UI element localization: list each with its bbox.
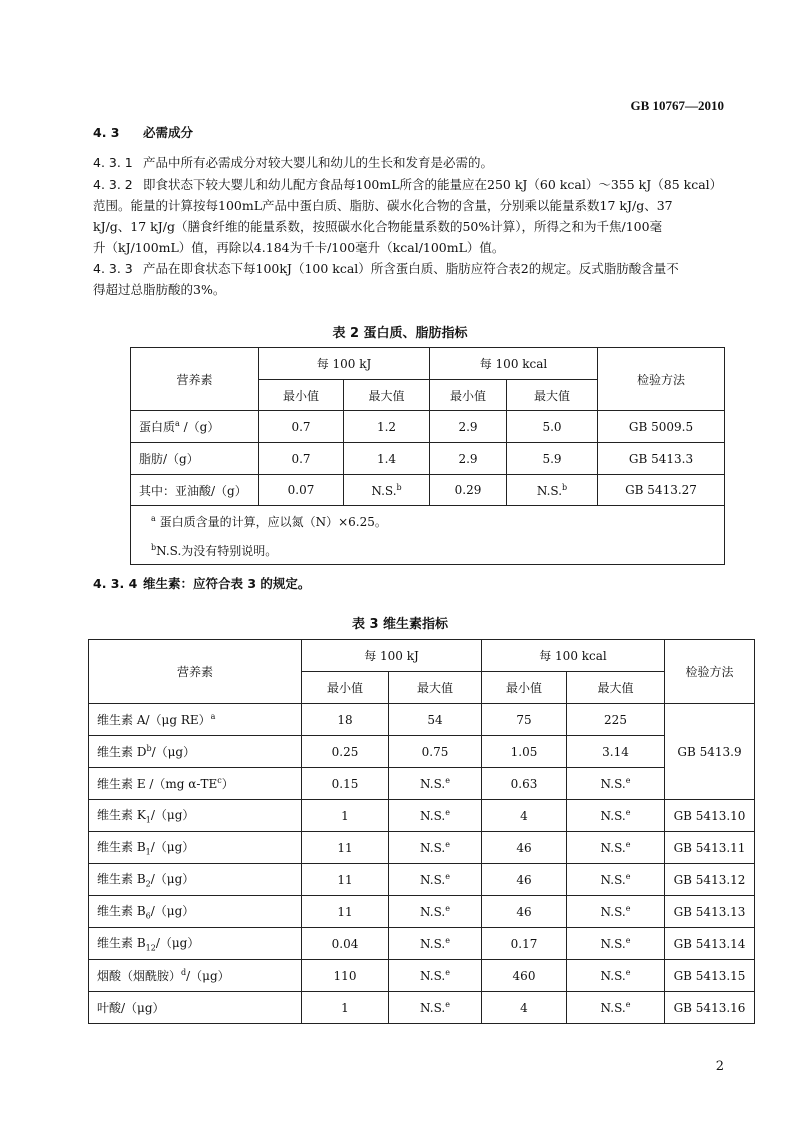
value-cell: 1.2 bbox=[344, 411, 430, 443]
value-cell: N.S.$^e$ bbox=[567, 768, 665, 800]
value-cell: 5.0 bbox=[507, 411, 598, 443]
value-cell: 4 bbox=[482, 992, 567, 1024]
table-row bbox=[89, 864, 755, 896]
value-cell: 46 bbox=[482, 864, 567, 896]
value-cell: N.S.$^e$ bbox=[567, 832, 665, 864]
value-cell: 0.07 bbox=[259, 475, 344, 506]
nutrient-name: 蛋白质$^a$ /（g） bbox=[131, 411, 259, 443]
method-cell: GB 5413.3 bbox=[598, 443, 725, 475]
table-row bbox=[89, 736, 755, 768]
clause-number: 4. 3. 3 bbox=[93, 261, 133, 276]
method-cell: GB 5413.14 bbox=[665, 928, 755, 960]
value-cell: 225 bbox=[567, 704, 665, 736]
table-row bbox=[89, 768, 755, 800]
value-cell: 18 bbox=[302, 704, 389, 736]
nutrient-name: 维生素 $B_6/(\mu g)$ bbox=[89, 896, 302, 928]
header-per-100kj: 每 100 kJ bbox=[302, 640, 482, 672]
clause-line: kJ/g、17 kJ/g（膳食纤维的能量系数，按照碳水化合物能量系数的50%计算），所得之和为千焦/100毫 bbox=[93, 219, 663, 234]
value-cell: N.S.$^e$ bbox=[389, 992, 482, 1024]
section-title: 必需成分 bbox=[143, 125, 194, 140]
value-cell: 1.4 bbox=[344, 443, 430, 475]
clause-number: 4. 3. 4 bbox=[93, 576, 138, 591]
value-cell: N.S.$^e$ bbox=[389, 928, 482, 960]
value-cell: 4 bbox=[482, 800, 567, 832]
paragraph-4-3-1 bbox=[93, 152, 733, 173]
header-max: 最大值 bbox=[567, 672, 665, 704]
clause-text: 产品中所有必需成分对较大婴儿和幼儿的生长和发育是必需的。 bbox=[143, 155, 494, 170]
nutrient-name: 维生素 $K_1/(\mu g)$ bbox=[89, 800, 302, 832]
method-cell: GB 5413.12 bbox=[665, 864, 755, 896]
value-cell: 11 bbox=[302, 832, 389, 864]
method-cell: GB 5413.10 bbox=[665, 800, 755, 832]
method-cell: GB 5413.15 bbox=[665, 960, 755, 992]
value-cell: 3.14 bbox=[567, 736, 665, 768]
protein-fat-table bbox=[130, 347, 725, 565]
footnote-mark: b bbox=[146, 744, 152, 753]
nutrient-name: 叶酸/（μg） bbox=[89, 992, 302, 1024]
value-cell: 0.7 bbox=[259, 411, 344, 443]
method-cell: GB 5413.16 bbox=[665, 992, 755, 1024]
value-cell: N.S.$^e$ bbox=[389, 960, 482, 992]
value-cell: N.S.$^e$ bbox=[389, 800, 482, 832]
value-cell: 0.75 bbox=[389, 736, 482, 768]
table-row bbox=[89, 928, 755, 960]
value-cell: N.S.$^e$ bbox=[567, 960, 665, 992]
footnote-mark: b bbox=[562, 482, 568, 492]
value-cell: 0.17 bbox=[482, 928, 567, 960]
footnote-mark: d bbox=[181, 968, 187, 977]
value-cell: 0.7 bbox=[259, 443, 344, 475]
value-cell: 46 bbox=[482, 832, 567, 864]
value-cell: 1 bbox=[302, 992, 389, 1024]
method-cell: GB 5413.9 bbox=[665, 704, 755, 800]
clause-line: 得超过总脂肪酸的3%。 bbox=[93, 282, 226, 297]
value-cell: 11 bbox=[302, 864, 389, 896]
nutrient-name: 维生素 E /（mg $\alpha-TE^c$） bbox=[89, 768, 302, 800]
value-cell: N.S.$^b$ bbox=[344, 475, 430, 506]
clause-number: 4. 3. 1 bbox=[93, 155, 133, 170]
table-row bbox=[131, 443, 725, 475]
footnote-mark: c bbox=[217, 776, 222, 785]
clause-line: 升（kJ/100mL）值，再除以4.184为千卡/100毫升（kcal/100mL）值。 bbox=[93, 240, 505, 255]
value-cell: N.S.$^e$ bbox=[389, 896, 482, 928]
value-cell: 54 bbox=[389, 704, 482, 736]
header-max: 最大值 bbox=[507, 380, 598, 411]
nutrient-name: 烟酸（烟酰胺）$^d$/（μg） bbox=[89, 960, 302, 992]
table-row bbox=[89, 704, 755, 736]
paragraph-4-3-4 bbox=[93, 574, 310, 592]
section-heading-4-3 bbox=[93, 122, 733, 143]
table-3-caption: 表 3 维生素指标 bbox=[351, 617, 449, 632]
value-cell: 1.05 bbox=[482, 736, 567, 768]
value-cell: N.S.$^e$ bbox=[567, 864, 665, 896]
value-cell: 75 bbox=[482, 704, 567, 736]
header-min: 最小值 bbox=[302, 672, 389, 704]
paragraph-4-3-3 bbox=[93, 258, 733, 300]
value-cell: 11 bbox=[302, 896, 389, 928]
value-cell: 2.9 bbox=[430, 411, 507, 443]
nutrient-name: 维生素 $B_1/(\mu g)$ bbox=[89, 832, 302, 864]
table-2-caption: 表 2 蛋白质、脂肪指标 bbox=[332, 326, 468, 341]
clause-number: 4. 3. 2 bbox=[93, 177, 133, 192]
table-row bbox=[89, 896, 755, 928]
header-min: 最小值 bbox=[430, 380, 507, 411]
table-row bbox=[131, 475, 725, 506]
paragraph-4-3-2 bbox=[93, 174, 733, 258]
value-cell: N.S.$^e$ bbox=[567, 928, 665, 960]
value-cell: N.S.$^e$ bbox=[567, 800, 665, 832]
table-footnotes bbox=[131, 506, 725, 565]
value-cell: N.S.$^e$ bbox=[567, 992, 665, 1024]
nutrient-name: 其中：亚油酸/（g） bbox=[131, 475, 259, 506]
footnote-mark: b bbox=[396, 482, 402, 492]
value-cell: 460 bbox=[482, 960, 567, 992]
method-cell: GB 5413.27 bbox=[598, 475, 725, 506]
clause-text: 维生素：应符合表 3 的规定。 bbox=[143, 576, 311, 591]
header-nutrient: 营养素 bbox=[89, 640, 302, 704]
header-test-method: 检验方法 bbox=[598, 348, 725, 411]
nutrient-name: 维生素 $B_{12}/(\mu g)$ bbox=[89, 928, 302, 960]
vitamin-table bbox=[88, 639, 755, 1024]
footnote-mark: a bbox=[175, 419, 180, 428]
table-row bbox=[89, 992, 755, 1024]
header-max: 最大值 bbox=[344, 380, 430, 411]
method-cell: GB 5009.5 bbox=[598, 411, 725, 443]
value-cell: N.S.$^e$ bbox=[389, 864, 482, 896]
footnote-mark: a bbox=[210, 712, 216, 721]
value-cell: N.S.$^e$ bbox=[567, 896, 665, 928]
header-max: 最大值 bbox=[389, 672, 482, 704]
table-row bbox=[89, 800, 755, 832]
standard-code: GB 10767—2010 bbox=[630, 98, 724, 113]
value-cell: 5.9 bbox=[507, 443, 598, 475]
value-cell: 110 bbox=[302, 960, 389, 992]
page-number: 2 bbox=[715, 1059, 724, 1074]
header-min: 最小值 bbox=[482, 672, 567, 704]
value-cell: 0.29 bbox=[430, 475, 507, 506]
header-per-100kcal: 每 100 kcal bbox=[430, 348, 598, 380]
table-row bbox=[89, 832, 755, 864]
value-cell: N.S.$^e$ bbox=[389, 832, 482, 864]
header-test-method: 检验方法 bbox=[665, 640, 755, 704]
value-cell: 0.25 bbox=[302, 736, 389, 768]
method-cell: GB 5413.11 bbox=[665, 832, 755, 864]
table-row bbox=[131, 411, 725, 443]
table-row bbox=[89, 960, 755, 992]
header-per-100kj: 每 100 kJ bbox=[259, 348, 430, 380]
method-cell: GB 5413.13 bbox=[665, 896, 755, 928]
footnote-b: $^b$N.S.为没有特别说明。 bbox=[151, 543, 278, 558]
header-per-100kcal: 每 100 kcal bbox=[482, 640, 665, 672]
clause-line: 范围。能量的计算按每100mL产品中蛋白质、脂肪、碳水化合物的含量，分别乘以能量系数17 kJ/g、37 bbox=[93, 198, 673, 213]
value-cell: 46 bbox=[482, 896, 567, 928]
clause-line: 产品在即食状态下每100kJ（100 kcal）所含蛋白质、脂肪应符合表2的规定。反式脂肪酸含量不 bbox=[143, 261, 679, 276]
section-number: 4. 3 bbox=[93, 125, 120, 140]
nutrient-name: 维生素 A/（μg RE）$^a$ bbox=[89, 704, 302, 736]
value-cell: 0.63 bbox=[482, 768, 567, 800]
header-nutrient: 营养素 bbox=[131, 348, 259, 411]
value-cell: 2.9 bbox=[430, 443, 507, 475]
value-cell: 0.15 bbox=[302, 768, 389, 800]
value-cell: 1 bbox=[302, 800, 389, 832]
footnote-a: $^a$ 蛋白质含量的计算，应以氮（N）×6.25。 bbox=[151, 514, 387, 529]
value-cell: N.S.$^b$ bbox=[507, 475, 598, 506]
nutrient-name: 维生素 $D^b/(\mu g)$ bbox=[89, 736, 302, 768]
nutrient-name: 脂肪/（g） bbox=[131, 443, 259, 475]
value-cell: 0.04 bbox=[302, 928, 389, 960]
nutrient-name: 维生素 $B_2/(\mu g)$ bbox=[89, 864, 302, 896]
header-min: 最小值 bbox=[259, 380, 344, 411]
clause-line: 即食状态下较大婴儿和幼儿配方食品每100mL所含的能量应在250 kJ（60 kcal）～355 kJ（85 kcal） bbox=[143, 177, 723, 192]
value-cell: N.S.$^e$ bbox=[389, 768, 482, 800]
